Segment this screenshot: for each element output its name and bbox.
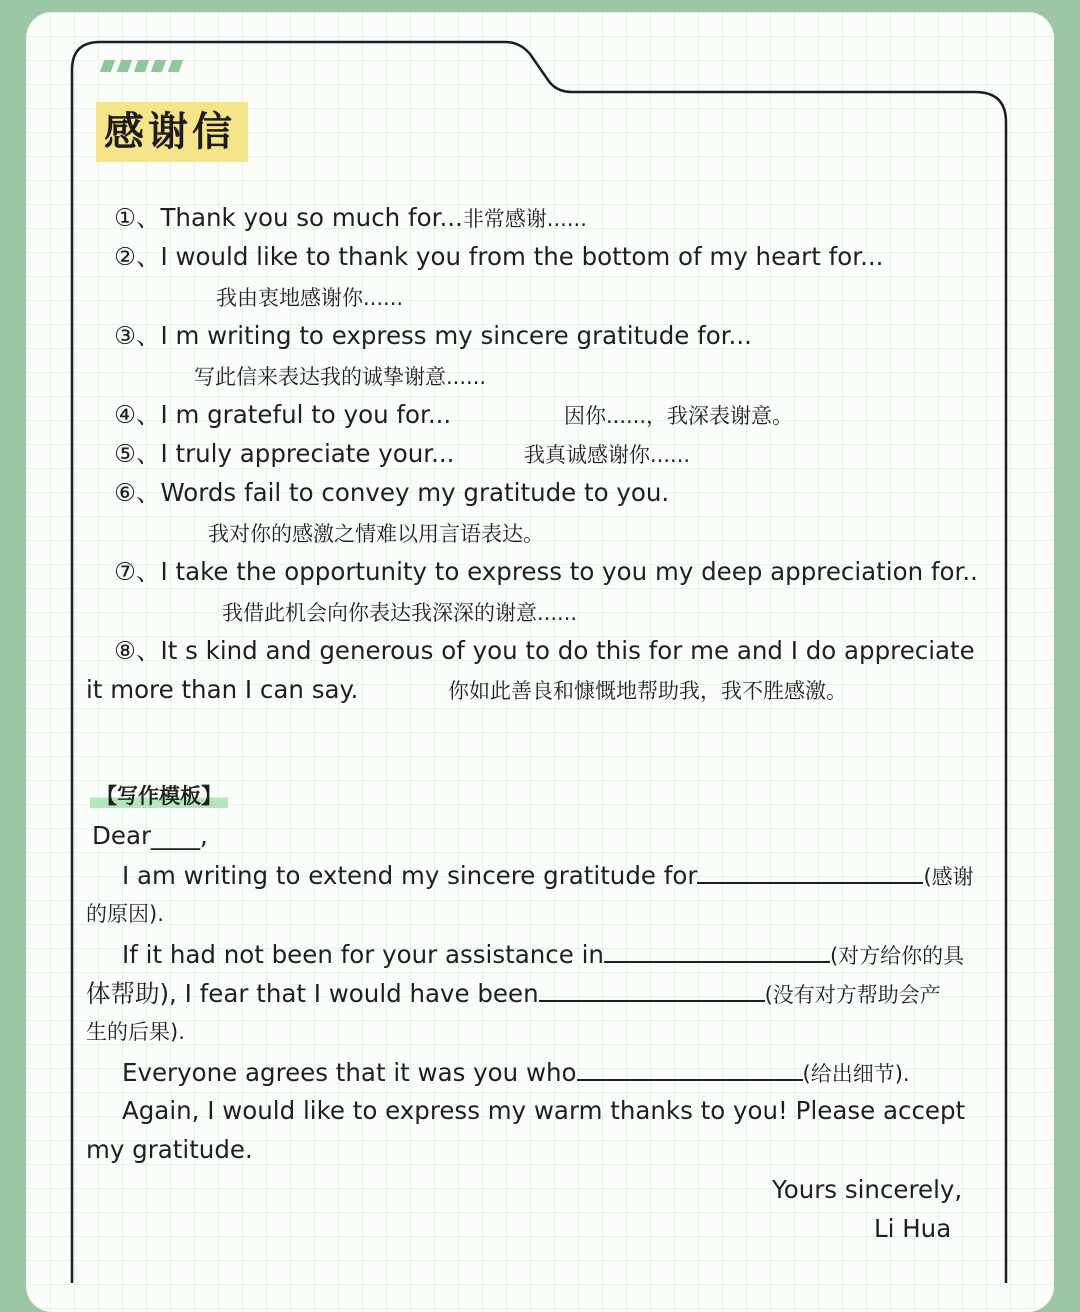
letter-p2-cont — [86, 978, 941, 1010]
phrase-en: ③、I m writing to express my sincere gratitude for... — [114, 321, 752, 350]
letter-p4-cont: my gratitude. — [86, 1135, 253, 1164]
phrase-4 — [114, 400, 451, 430]
letter-p4: Again, I would like to express my warm thanks to you! Please accept — [122, 1096, 966, 1125]
phrase-6 — [114, 478, 669, 508]
phrase-3 — [114, 321, 752, 351]
letter-text: Everyone agrees that it was you who — [122, 1058, 577, 1087]
phrase-2-cn: 我由衷地感谢你...... — [216, 286, 404, 310]
fill-blank — [604, 939, 830, 963]
phrase-en: ⑥、Words fail to convey my gratitude to you. — [114, 478, 670, 507]
letter-p3 — [122, 1057, 910, 1089]
phrase-1 — [114, 203, 587, 234]
letter-p1 — [122, 860, 974, 892]
letter-text: (感谢 — [923, 865, 974, 889]
letter-signature: Li Hua — [874, 1214, 952, 1243]
phrase-7 — [114, 557, 978, 587]
phrase-en: ②、I would like to thank you from the bottom of my heart for... — [114, 242, 884, 271]
phrase-en: ⑤、I truly appreciate your... — [114, 439, 455, 468]
phrase-4-cn: 因你......，我深表谢意。 — [564, 404, 794, 428]
letter-text: 体帮助), I fear that I would have been — [86, 979, 539, 1008]
phrase-8-cont: it more than I can say. — [86, 675, 359, 704]
phrase-en: ⑧、It s kind and generous of you to do this for me and I do appreciate — [114, 636, 975, 665]
letter-greeting: Dear____, — [92, 821, 208, 850]
letter-p2 — [122, 939, 964, 971]
phrase-en: ①、Thank you so much for... — [114, 203, 463, 232]
phrase-5-cn: 我真诚感谢你...... — [524, 443, 691, 467]
phrase-2 — [114, 242, 883, 272]
letter-text: (没有对方帮助会产 — [764, 983, 941, 1007]
letter-text: (给出细节). — [802, 1062, 910, 1086]
phrase-cn: 非常感谢...... — [462, 207, 587, 231]
template-label: 【写作模板】 — [90, 782, 228, 810]
fill-blank — [697, 860, 923, 884]
phrase-8 — [114, 636, 975, 666]
letter-p2-end: 生的后果). — [86, 1020, 185, 1044]
phrase-en: ④、I m grateful to you for... — [114, 400, 452, 429]
phrase-7-cn: 我借此机会向你表达我深深的谢意...... — [222, 601, 578, 625]
page-title: 感谢信 — [104, 108, 236, 155]
letter-closing: Yours sincerely, — [772, 1175, 963, 1204]
phrase-6-cn: 我对你的感激之情难以用言语表达。 — [208, 522, 544, 546]
phrase-3-cn: 写此信来表达我的诚挚谢意...... — [194, 365, 487, 389]
fill-blank — [539, 978, 765, 1002]
fill-blank — [577, 1057, 803, 1081]
decorative-stripes — [102, 60, 181, 72]
phrase-5 — [114, 439, 454, 469]
letter-text: (对方给你的具 — [829, 944, 965, 968]
letter-p1-cont: 的原因). — [86, 902, 164, 926]
phrase-en: ⑦、I take the opportunity to express to you my deep appreciation for.. — [114, 557, 978, 586]
letter-text: I am writing to extend my sincere gratitude for — [122, 861, 698, 890]
phrase-8-cn: 你如此善良和慷慨地帮助我，我不胜感激。 — [448, 679, 847, 703]
letter-text: If it had not been for your assistance in — [122, 940, 604, 969]
